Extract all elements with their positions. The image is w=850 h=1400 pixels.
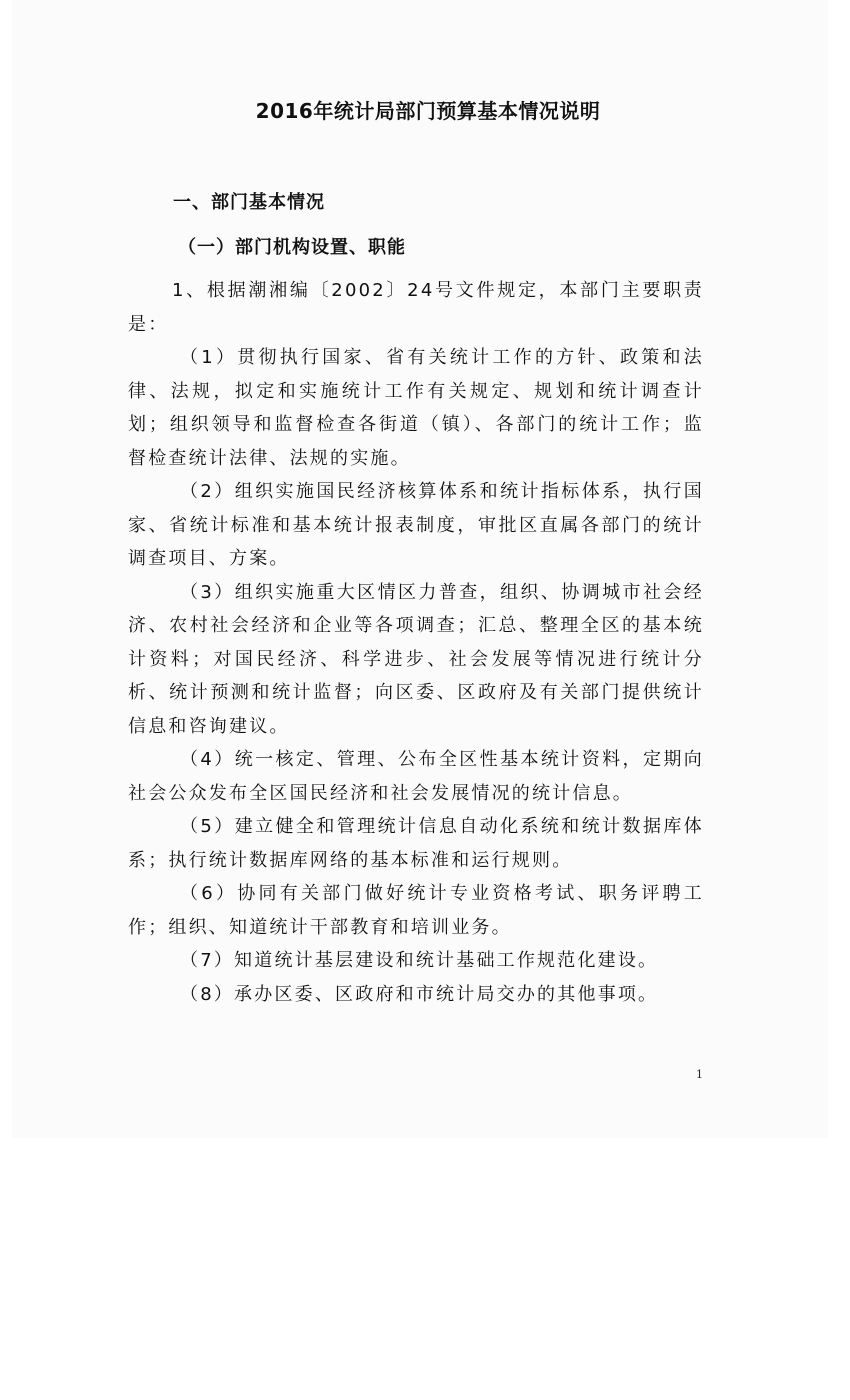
duty-item-8: （8）承办区委、区政府和市统计局交办的其他事项。 [180,983,659,1005]
duty-item-1: （1）贯彻执行国家、省有关统计工作的方针、政策和法律、法规，拟定和实施统计工作有关规定、规划和统计调查计划；组织领导和监督检查各街道（镇）、各部门的统计工作；监督检查统计法律、法规的实施。 [128,347,704,469]
page-number: 1 [696,1068,703,1081]
duty-item-3: （3）组织实施重大区情区力普查，组织、协调城市社会经济、农村社会经济和企业等各项调查；汇总、整理全区的基本统计资料；对国民经济、科学进步、社会发展等情况进行统计分析、统计预测和统计监督；向区委、区政府及有关部门提供统计信息和咨询建议。 [128,581,704,737]
section-heading: 一、部门基本情况 [173,192,325,213]
duty-item-2: （2）组织实施国民经济核算体系和统计指标体系，执行国家、省统计标准和基本统计报表制度，审批区直属各部门的统计调查项目、方案。 [128,481,704,569]
duty-item-5: （5）建立健全和管理统计信息自动化系统和统计数据库体系；执行统计数据库网络的基本标准和运行规则。 [128,816,704,871]
document-body [128,180,704,1011]
intro-paragraph: 1、根据潮湘编〔2002〕24号文件规定，本部门主要职责是： [128,280,704,335]
subsection-heading: （一）部门机构设置、职能 [178,237,406,258]
duty-item-7: （7）知道统计基层建设和统计基础工作规范化建设。 [180,950,659,971]
duty-item-4: （4）统一核定、管理、公布全区性基本统计资料，定期向社会公众发布全区国民经济和社会发展情况的统计信息。 [128,749,704,804]
duty-item-6: （6）协同有关部门做好统计专业资格考试、职务评聘工作；组织、知道统计干部教育和培训业务。 [128,883,704,938]
page-title: 2016年统计局部门预算基本情况说明 [255,99,601,123]
